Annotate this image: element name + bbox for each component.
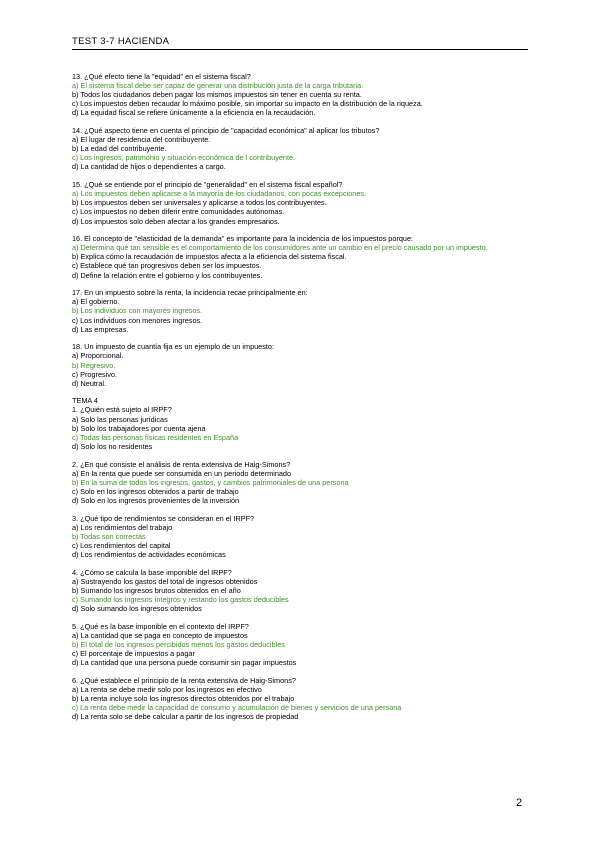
question-text: 18. Un impuesto de cuantía fija es un ejemplo de un impuesto: (72, 342, 275, 352)
answer-option-correct: a) El sistema fiscal debe ser capaz de generar una distribución justa de la carga tributaria. (72, 81, 364, 91)
answer-option: c) Los individuos con menores ingresos. (72, 315, 203, 325)
question-block (72, 288, 528, 333)
answer-option: c) Progresivo. (72, 369, 118, 379)
question-block (72, 180, 528, 225)
answer-option: b) La renta incluye solo los ingresos directos obtenidos por el trabajo (72, 693, 295, 703)
answer-option: d) Solo en los ingresos provenientes de la inversión (72, 495, 240, 505)
question-text: 15. ¿Qué se entiende por el principio de "generalidad" en el sistema fiscal español? (72, 180, 343, 190)
answer-option-correct: b) Los individuos con mayores ingresos. (72, 306, 203, 316)
answer-option-correct: c) Sumando los ingresos íntegros y restando los gastos deducibles (72, 594, 289, 604)
question-block (72, 514, 528, 559)
answer-option: c) Los impuestos deben recaudar lo máximo posible, sin importar su impacto en la distribución de la riqueza. (72, 99, 423, 109)
answer-option: d) La cantidad de hijos o dependientes a cargo. (72, 162, 226, 172)
question-text: 5. ¿Qué es la base imponible en el contexto del IRPF? (72, 621, 249, 631)
question-text: 3. ¿Qué tipo de rendimientos se consideran en el IRPF? (72, 513, 255, 523)
answer-option: d) La cantidad que una persona puede consumir sin pagar impuestos (72, 658, 297, 668)
question-text: 14. ¿Qué aspecto tiene en cuenta el principio de "capacidad económica" al aplicar los tributos? (72, 126, 380, 136)
question-text: 16. El concepto de "elasticidad de la demanda" es importante para la incidencia de los impuestos porque: (72, 234, 414, 244)
page-number: 2 (516, 797, 523, 809)
section-heading: TEMA 4 (72, 396, 98, 406)
answer-option: b) Los impuestos deben ser universales y aplicarse a todos los contribuyentes. (72, 198, 327, 208)
answer-option: c) El porcentaje de impuestos a pagar (72, 649, 195, 658)
question-text: 2. ¿En qué consiste el análisis de renta extensiva de Haig-Simons? (72, 459, 291, 469)
header-rule (72, 49, 528, 50)
answer-option: d) Las empresas. (72, 324, 129, 334)
answer-option-correct: c) Todas las personas físicas residentes en España (72, 432, 239, 442)
question-block (72, 72, 528, 117)
answer-option: c) Los rendimientos del capital (72, 540, 171, 550)
question-block (72, 234, 528, 279)
answer-option: c) Solo en los ingresos obtenidos a partir de trabajo (72, 486, 239, 496)
answer-option-correct: a) Determina qué tan sensible es el comportamiento de los consumidores ante un cambio en el precio causado por un impuesto. (72, 243, 488, 253)
answer-option-correct: c) La renta debe medir la capacidad de consumo y acumulación de bienes y servicios de una persona (72, 703, 402, 713)
answer-option: c) Los impuestos no deben diferir entre comunidades autónomas. (72, 207, 285, 217)
answer-option: b) La edad del contribuyente. (72, 144, 167, 154)
answer-option-correct: c) Los ingresos, patrimonio y situación económica de l contribuyente. (72, 153, 296, 163)
answer-option: a) Proporcional. (72, 351, 124, 361)
page-header-title: TEST 3-7 HACIENDA (72, 36, 170, 47)
answer-option: b) Todos los ciudadanos deben pagar los mismos impuestos sin tener en cuenta su renta. (72, 90, 362, 100)
question-block (72, 126, 528, 171)
answer-option: d) La renta solo se debe calcular a partir de los ingresos de propiedad (72, 712, 299, 722)
question-text: 6. ¿Qué establece el principio de la renta extensiva de Haig-Simons? (72, 675, 296, 685)
answer-option: c) Establece qué tan progresivos deben ser los impuestos. (72, 261, 262, 271)
question-block (72, 342, 528, 387)
answer-option: d) Solo sumando los ingresos obtenidos (72, 604, 202, 614)
answer-option: d) Define la relación entre el gobierno y los contribuyentes. (72, 270, 263, 280)
question-text: 17. En un impuesto sobre la renta, la incidencia recae principalmente en: (72, 288, 308, 298)
answer-option: d) Los rendimientos de actividades económicas (72, 549, 226, 559)
answer-option-correct: b) Regresivo. (72, 360, 116, 370)
answer-option: a) La renta se debe medir solo por los ingresos en efectivo (72, 684, 262, 694)
question-list (72, 72, 528, 730)
answer-option: b) Explica cómo la recaudación de impuestos afecta a la eficiencia del sistema fiscal. (72, 252, 347, 262)
answer-option: a) La cantidad que se paga en concepto de impuestos (72, 630, 248, 640)
question-block (72, 396, 528, 451)
question-block (72, 676, 528, 721)
answer-option: a) En la renta que puede ser consumida en un periodo determinado (72, 468, 292, 478)
answer-option-correct: b) Todas son correctas (72, 531, 146, 541)
question-text: 13. ¿Qué efecto tiene la "equidad" en el sistema fiscal? (72, 72, 251, 81)
answer-option: d) Neutral. (72, 378, 107, 388)
question-text: 1. ¿Quién está sujeto al IRPF? (72, 405, 172, 415)
answer-option: a) Solo las personas jurídicas (72, 414, 168, 424)
answer-option: d) Solo los no residentes (72, 441, 153, 451)
question-block (72, 460, 528, 505)
question-block (72, 568, 528, 613)
answer-option: a) El lugar de residencia del contribuyente. (72, 135, 211, 145)
answer-option-correct: b) El total de los ingresos percibidos menos los gastos deducibles (72, 639, 285, 649)
answer-option: a) Los rendimientos del trabajo (72, 522, 173, 532)
answer-option: a) Sustrayendo los gastos del total de ingresos obtenidos (72, 576, 258, 586)
question-text: 4. ¿Cómo se calcula la base imponible del IRPF? (72, 567, 232, 577)
answer-option: a) El gobierno. (72, 297, 120, 307)
answer-option: b) Solo los trabajadores por cuenta ajena (72, 423, 206, 433)
answer-option-correct: b) En la suma de todos los ingresos, gastos, y cambios patrimoniales de una persona (72, 477, 349, 487)
answer-option: d) La equidad fiscal se refiere únicamente a la eficiencia en la recaudación. (72, 108, 316, 118)
question-block (72, 622, 528, 667)
answer-option: d) Los impuestos solo deben afectar a los grandes empresarios. (72, 216, 280, 226)
answer-option-correct: a) Los impuestos deben aplicarse a la mayoría de los ciudadanos, con pocas excepciones. (72, 189, 367, 199)
answer-option: b) Sumando los ingresos brutos obtenidos en el año (72, 585, 241, 595)
